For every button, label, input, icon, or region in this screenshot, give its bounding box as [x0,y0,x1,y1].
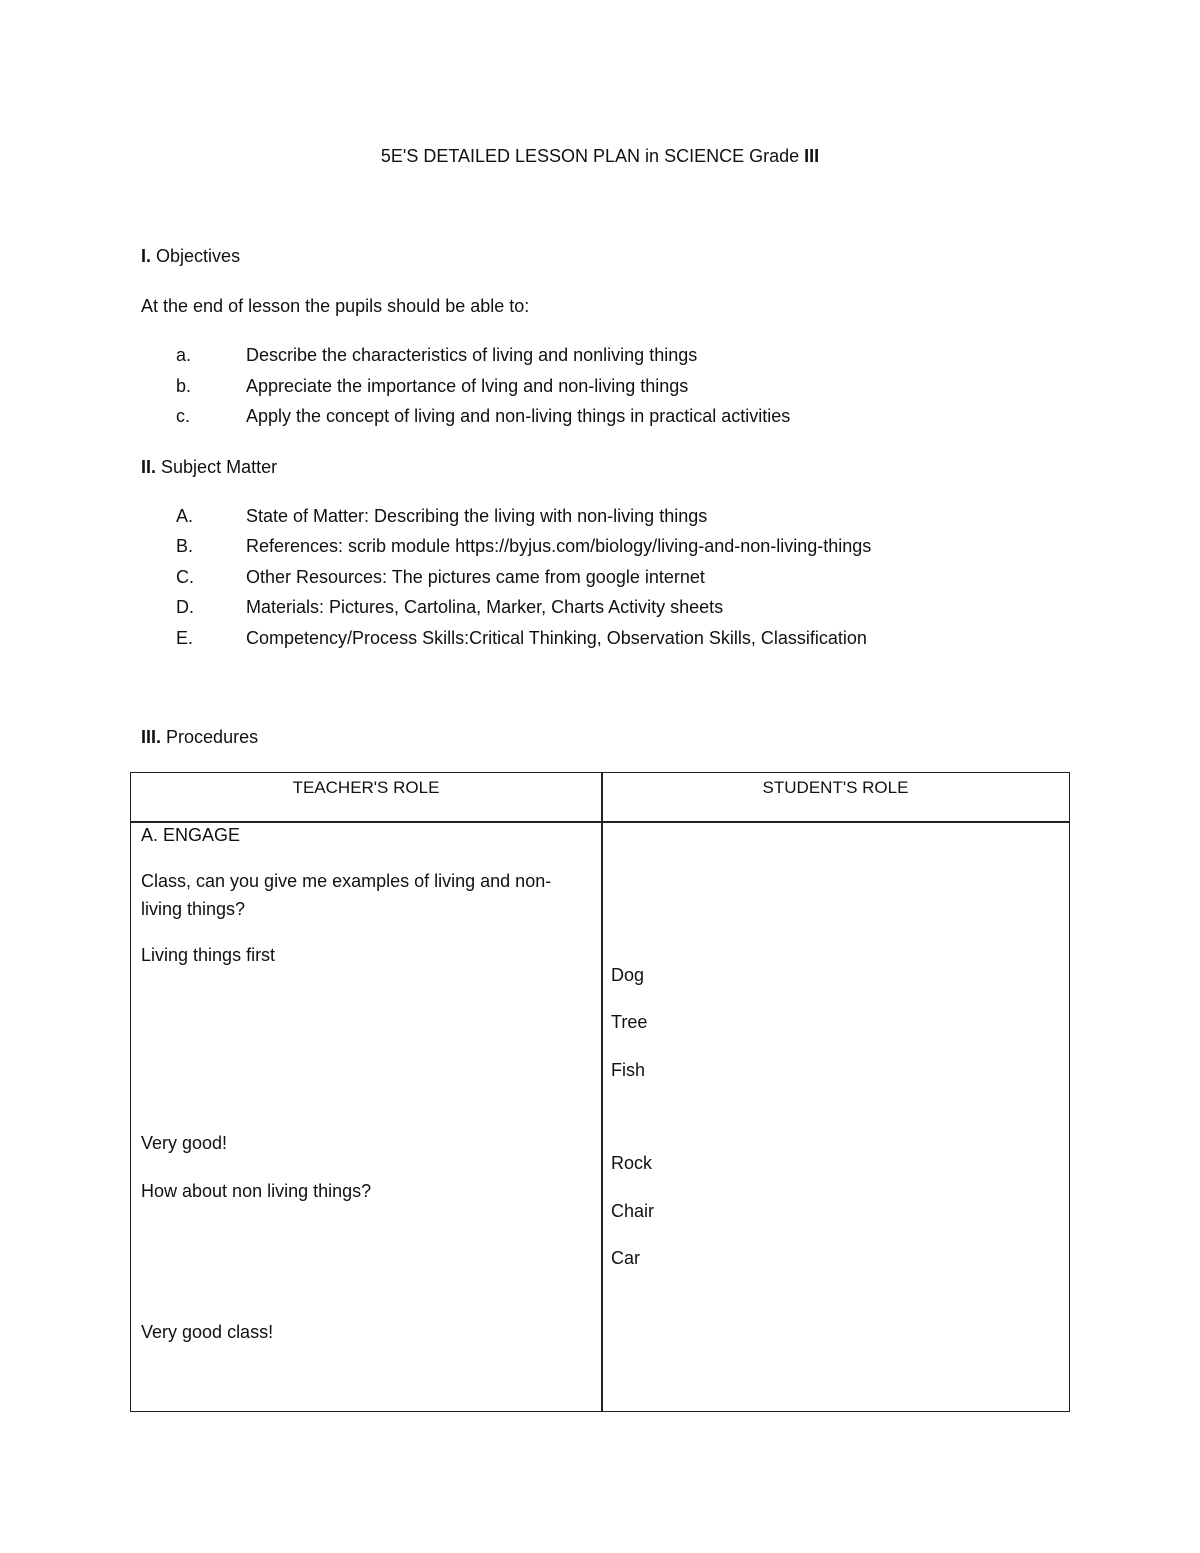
student-answer: Chair [611,1201,655,1221]
engage-label: A. ENGAGE [141,825,241,845]
teacher-role-header: TEACHER'S ROLE [292,778,440,797]
student-role-header: STUDENT'S ROLE [762,778,909,797]
teacher-praise: Very good! [141,1133,228,1153]
subject-matter-item: C. Other Resources: The pictures came from google internet [176,567,705,587]
objectives-intro: At the end of lesson the pupils should be able to: [141,296,530,316]
procedures-table [130,772,1070,1412]
subject-matter-item: E. Competency/Process Skills:Critical Thinking, Observation Skills, Classification [176,628,867,648]
teacher-question: Class, can you give me examples of living and non-living things? [141,871,552,919]
objectives-heading: I. Objectives [141,246,241,266]
teacher-living-prompt: Living things first [141,945,276,965]
procedures-heading: III. Procedures [141,727,259,747]
subject-matter-heading: II. Subject Matter [141,457,278,477]
student-answer: Tree [611,1012,648,1032]
subject-matter-item: A. State of Matter: Describing the living with non-living things [176,506,708,526]
teacher-nonliving-prompt: How about non living things? [141,1181,372,1201]
student-answer: Car [611,1248,641,1268]
objective-item: b. Appreciate the importance of lving and non-living things [176,376,689,396]
subject-matter-item: B. References: scrib module https://byjus.com/biology/living-and-non-living-things [176,536,872,556]
objective-item: c. Apply the concept of living and non-living things in practical activities [176,406,791,426]
document-title: 5E'S DETAILED LESSON PLAN in SCIENCE Grade III [380,146,820,166]
column-divider [601,773,603,1411]
objective-item: a. Describe the characteristics of living and nonliving things [176,345,698,365]
student-answer: Rock [611,1153,653,1173]
student-answer: Fish [611,1060,646,1080]
student-answer: Dog [611,965,645,985]
subject-matter-item: D. Materials: Pictures, Cartolina, Marker, Charts Activity sheets [176,597,724,617]
teacher-closing-praise: Very good class! [141,1322,274,1342]
